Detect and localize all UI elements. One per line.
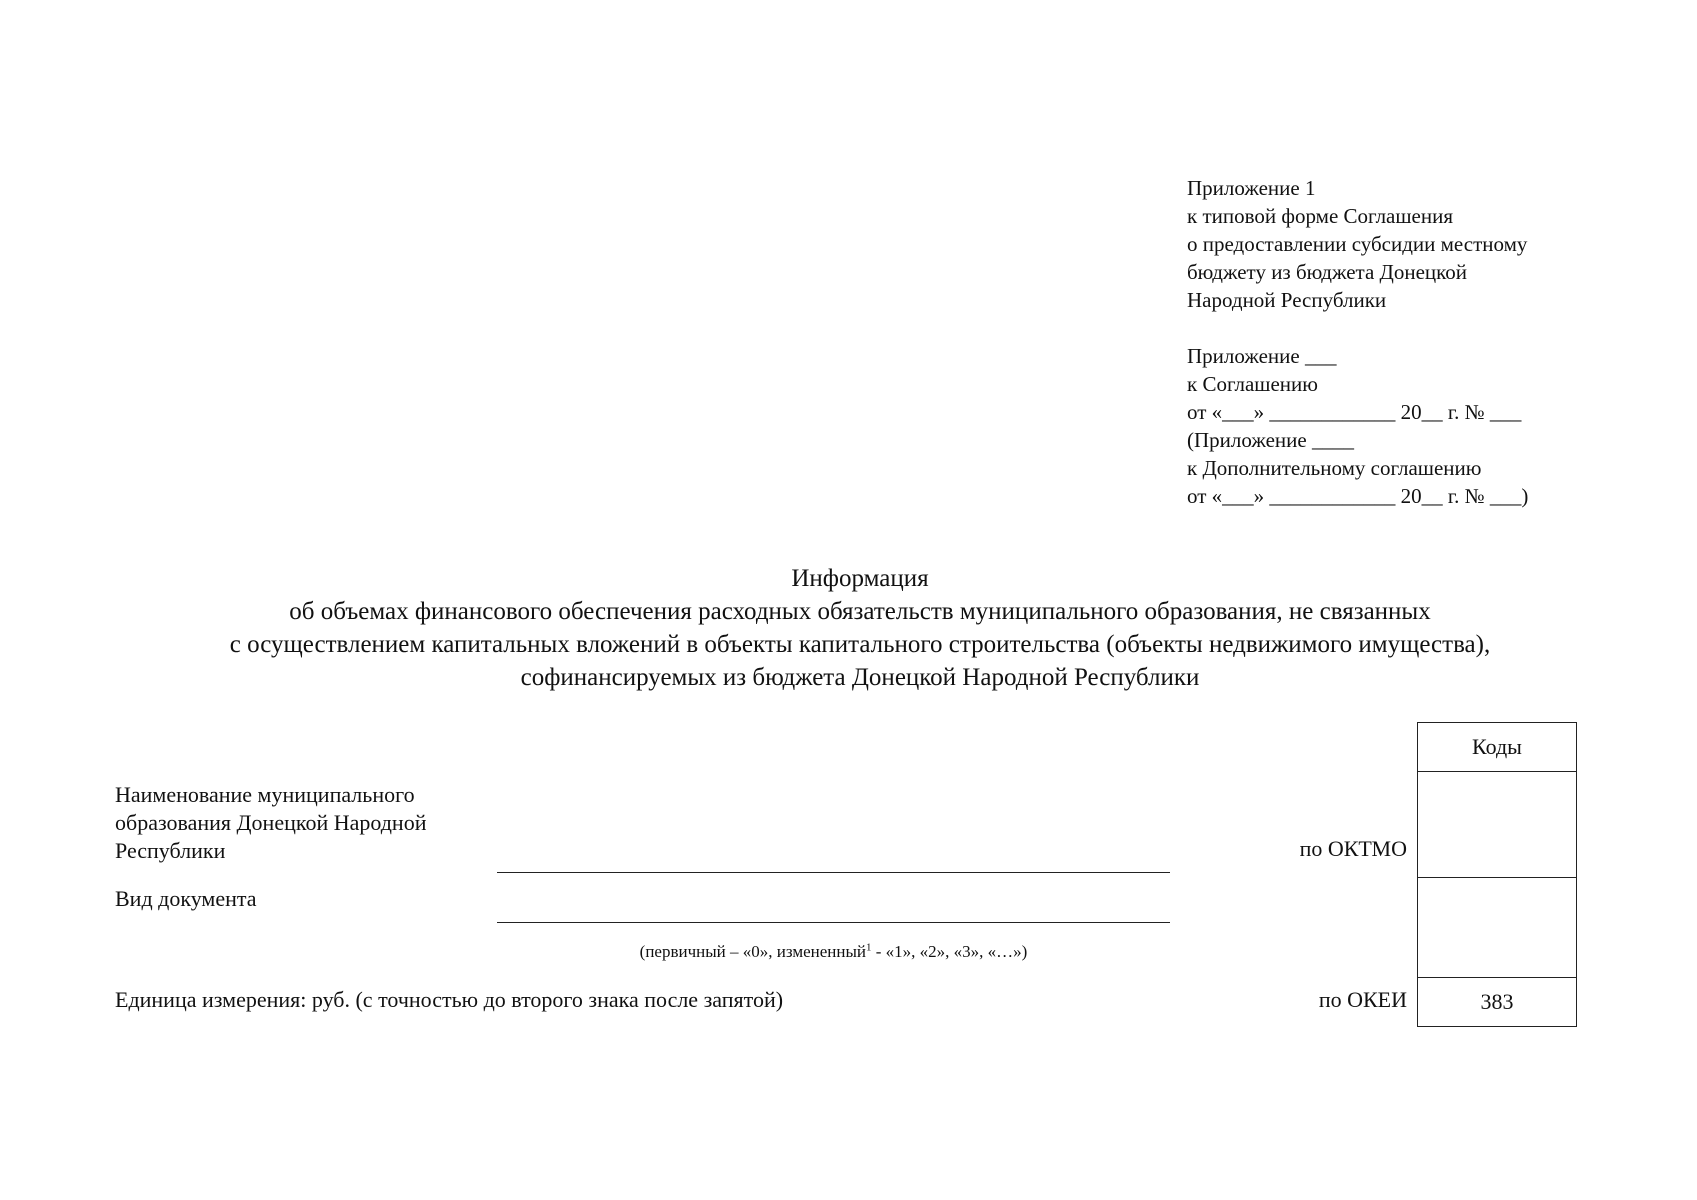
codes-header: Коды [1418, 723, 1577, 772]
municipality-label-line: Наименование муниципального [115, 782, 415, 807]
appendix-line: Приложение 1 [1187, 176, 1316, 200]
oktmo-label: по ОКТМО [1299, 836, 1407, 861]
footnote-marker: 1 [866, 941, 872, 954]
agreement-line: от «___» ____________ 20__ г. № ___) [1187, 484, 1529, 508]
document-type-code-cell[interactable] [1418, 878, 1577, 978]
unit-label: Единица измерения: руб. (с точностью до второго знака после запятой) [115, 987, 784, 1012]
title-line: софинансируемых из бюджета Донецкой Народной Республики [520, 664, 1200, 691]
appendix-line: Народной Республики [1187, 288, 1387, 312]
municipality-label [115, 781, 426, 865]
okei-code-cell[interactable]: 383 [1418, 978, 1577, 1027]
hint-text: (первичный – «0», измененный [639, 942, 866, 961]
document-type-label: Вид документа [115, 886, 257, 911]
municipality-label-line: образования Донецкой Народной [115, 810, 427, 835]
codes-table [1417, 722, 1577, 1027]
okei-label: по ОКЕИ [1318, 987, 1407, 1012]
document-type-field[interactable] [497, 922, 1170, 923]
municipality-name-field[interactable] [497, 872, 1170, 873]
oktmo-code-cell[interactable] [1418, 772, 1577, 878]
title-heading: Информация [791, 565, 929, 592]
agreement-appendix-reference [1187, 342, 1528, 510]
agreement-line: от «___» ____________ 20__ г. № ___ [1187, 400, 1522, 424]
hint-text: - «1», «2», «3», «…») [871, 942, 1028, 961]
agreement-line: (Приложение ____ [1187, 428, 1354, 452]
document-title [0, 562, 1697, 694]
municipality-label-line: Республики [115, 838, 226, 863]
appendix-reference [1187, 174, 1527, 314]
title-line: об объемах финансового обеспечения расходных обязательств муниципального образования, не связанных [289, 598, 1431, 625]
appendix-line: к типовой форме Соглашения [1187, 204, 1453, 228]
appendix-line: бюджету из бюджета Донецкой [1187, 260, 1468, 284]
appendix-line: о предоставлении субсидии местному [1187, 232, 1528, 256]
agreement-line: Приложение ___ [1187, 344, 1337, 368]
agreement-line: к Дополнительному соглашению [1187, 456, 1482, 480]
document-type-hint [497, 941, 1170, 963]
agreement-line: к Соглашению [1187, 372, 1318, 396]
title-line: с осуществлением капитальных вложений в объекты капитального строительства (объекты недвижимого имущества), [229, 631, 1491, 658]
